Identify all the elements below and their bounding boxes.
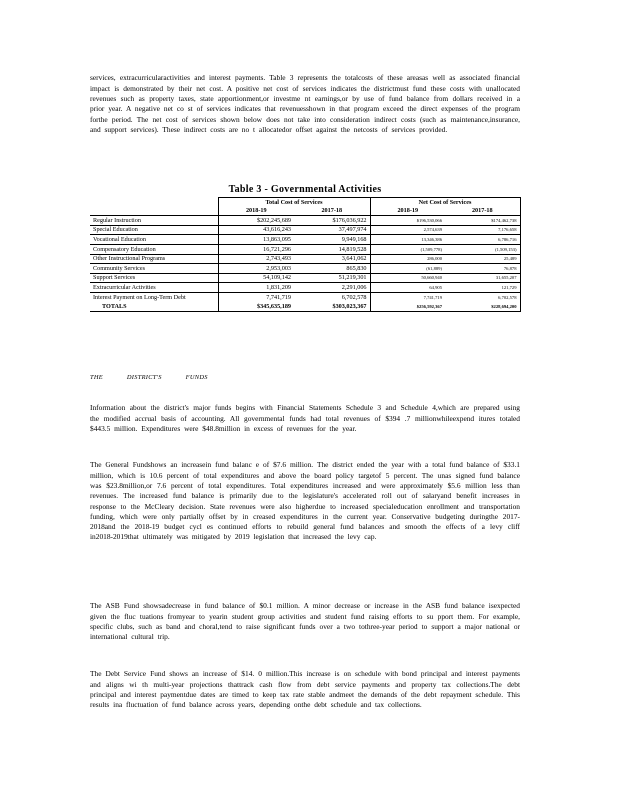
row-label: Compensatory Education	[90, 244, 218, 254]
total-cost-2017-18: 51,219,301	[294, 273, 370, 283]
total-cost-2018-19: 16,721,296	[218, 244, 294, 254]
net-cost-2017-18: 31,655,207	[445, 273, 520, 283]
table-body	[90, 216, 520, 312]
net-cost-2018-19: (1,509,778)	[370, 244, 445, 254]
table-row	[90, 225, 520, 235]
total-cost-2018-19: 13,863,095	[218, 235, 294, 245]
table-group-header-row	[90, 198, 520, 207]
net-cost-2017-18-total: $228,694,200	[445, 302, 520, 311]
paragraph-net-cost-intro: services, extracurricularactivities and interest payments. Table 3 represents the totalcosts of these areasas well as associated financial impact is demonstrated by their net cost. A positive net cost of services indicates the districtmust fund these costs with unallocated revenues such as property taxes, state apportionment,or investme nt earnings,or by use of fund balance from dollars received in a prior year. A negative net co st of services indicates that revenuesshown in that program exceed the direct expenses of the program forthe period. The net cost of services shown below does not take into consideration indirect costs (such as maintenance,insurance, and support services). These indirect costs are no t allocatedor offset against the netcosts of services provided.	[90, 73, 520, 134]
net-cost-2017-18: 6,786,716	[445, 235, 520, 245]
net-cost-2017-18: 6,702,578	[445, 292, 520, 302]
table-corner-cell	[90, 207, 218, 216]
table-corner-cell	[90, 198, 218, 207]
total-cost-2017-18: 865,830	[294, 264, 370, 274]
total-cost-2017-18: $176,036,922	[294, 216, 370, 226]
net-cost-2017-18: 121,729	[445, 283, 520, 293]
net-cost-2018-19: 50,660,940	[370, 273, 445, 283]
net-cost-2017-18: $174,462,738	[445, 216, 520, 226]
row-label: Interest Payment on Long-Term Debt	[93, 293, 186, 301]
year-header: 2018-19	[370, 207, 445, 216]
total-cost-2017-18: 6,702,578	[294, 292, 370, 302]
table-title: Table 3 - Governmental Activities	[228, 184, 382, 195]
net-cost-2017-18: 7,176,658	[445, 225, 520, 235]
row-label: Special Education	[90, 225, 218, 235]
total-cost-2017-18: 14,819,528	[294, 244, 370, 254]
paragraph-debt-service-fund: The Debt Service Fund shows an increase of $14. 0 million.This increase is on schedule with bond principal and interest payments and aligns wi th multi-year projections thattrack cash flow from debt service payments and property tax collections.The debt principal and interest paymentdue dates are timed to keep tax rate stable andmeet the demands of the debt repayment schedule. This results ina fluctuation of fund balance across years, depending onthe debt schedule and tax collections.	[90, 669, 520, 710]
table-row	[90, 216, 520, 226]
total-cost-2017-18: 37,497,974	[294, 225, 370, 235]
total-cost-2018-19: 2,953,003	[218, 264, 294, 274]
net-cost-2018-19: 286,000	[370, 254, 445, 264]
net-cost-2018-19: (61,889)	[370, 264, 445, 274]
total-cost-2017-18: 3,641,062	[294, 254, 370, 264]
table-row	[90, 292, 520, 302]
net-cost-header: Net Cost of Services	[370, 198, 520, 207]
net-cost-2018-19: 64,905	[370, 283, 445, 293]
year-header: 2017-18	[445, 207, 520, 216]
paragraph-general-fund: The General Fundshows an increasein fund balanc e of $7.6 million. The district ended the year with a total fund balance of $33.1 million, which is 10.6 percent of total expenditures and above the board policy targetof 5 percent. The unas signed fund balance was $23.8million,or 7.6 percent of total expenditures. Total expenditures increased and were approximately $5.6 million less than revenues. The increased fund balance is primarily due to the legislature's accelerated roll out of salaryand benefit increases in response to the McCleary decision. State revenues were also higherdue to increased specialeducation enrollment and transportation funding, which were only partially offset by in creased expenditures in the current year. Conservative budgeting duringthe 2017-2018and the 2018-19 budget cycl es continued efforts to rebuild general fund balances and smooth the effects of a levy cliff in2018-2019that ultimately was mitigated by 2019 legislation that increased the levy cap.	[90, 460, 520, 542]
row-label: Other Instructional Programs	[90, 254, 218, 264]
net-cost-2018-19: 7,741,719	[423, 295, 442, 301]
table-row	[90, 283, 520, 293]
section-heading-district-funds: THE DISTRICT'S FUNDS	[90, 374, 208, 381]
net-cost-2018-19-total: $256,592,367	[370, 302, 445, 311]
total-cost-2017-18-total: $303,023,367	[294, 302, 370, 311]
totals-label: TOTALS	[90, 302, 218, 311]
net-cost-2017-18: 25,489	[445, 254, 520, 264]
net-cost-2018-19: 13,346,386	[370, 235, 445, 245]
total-cost-2018-19: 2,743,493	[218, 254, 294, 264]
table-totals-row	[90, 302, 520, 311]
total-cost-2018-19: 43,616,243	[218, 225, 294, 235]
table-row	[90, 244, 520, 254]
net-cost-2018-19: $196,530,066	[370, 216, 445, 226]
total-cost-2018-19: $202,245,689	[218, 216, 294, 226]
total-cost-2018-19: 1,831,209	[218, 283, 294, 293]
row-label: Extracurricular Activities	[90, 283, 218, 293]
table-row	[90, 254, 520, 264]
total-cost-2017-18: 9,949,168	[294, 235, 370, 245]
year-header: 2017-18	[294, 207, 370, 216]
table-row	[90, 264, 520, 274]
row-label: Vocational Education	[90, 235, 218, 245]
net-cost-2018-19: 2,574,639	[370, 225, 445, 235]
paragraph-funds-info: Information about the district's major funds begins with Financial Statements Schedule 3 and Schedule 4,which are prepared using the modified accrual basis of accounting. All governmental funds had total revenues of $394 .7 millionwhileexpend itures totaled $443.5 million. Expenditures were $48.8million in excess of revenues for the year.	[90, 403, 520, 433]
table-year-header-row	[90, 207, 520, 216]
table-row	[90, 273, 520, 283]
table-row	[90, 235, 520, 245]
year-header: 2018-19	[218, 207, 294, 216]
total-cost-header: Total Cost of Services	[218, 198, 370, 207]
row-label: Regular Instruction	[90, 216, 218, 226]
row-label: Community Services	[90, 264, 218, 274]
paragraph-asb-fund: The ASB Fund showsadecrease in fund balance of $0.1 million. A minor decrease or increase in the ASB fund balance isexpected given the fluc tuations fromyear to yearin student group activities and student fund raising efforts to su pport them. For example, specific clubs, such as band and choral,tend to raise significant funds over a two tothree-year period to support a major national or international cultural trip.	[90, 601, 520, 642]
total-cost-2018-19: 54,109,142	[218, 273, 294, 283]
net-cost-2017-18: 76,878	[445, 264, 520, 274]
total-cost-2017-18: 2,291,006	[294, 283, 370, 293]
governmental-activities-table	[90, 197, 521, 312]
total-cost-2018-19: 7,741,719	[218, 292, 294, 302]
net-cost-2017-18: (1,509,153)	[445, 244, 520, 254]
row-label: Support Services	[90, 273, 218, 283]
total-cost-2018-19-total: $345,635,189	[218, 302, 294, 311]
